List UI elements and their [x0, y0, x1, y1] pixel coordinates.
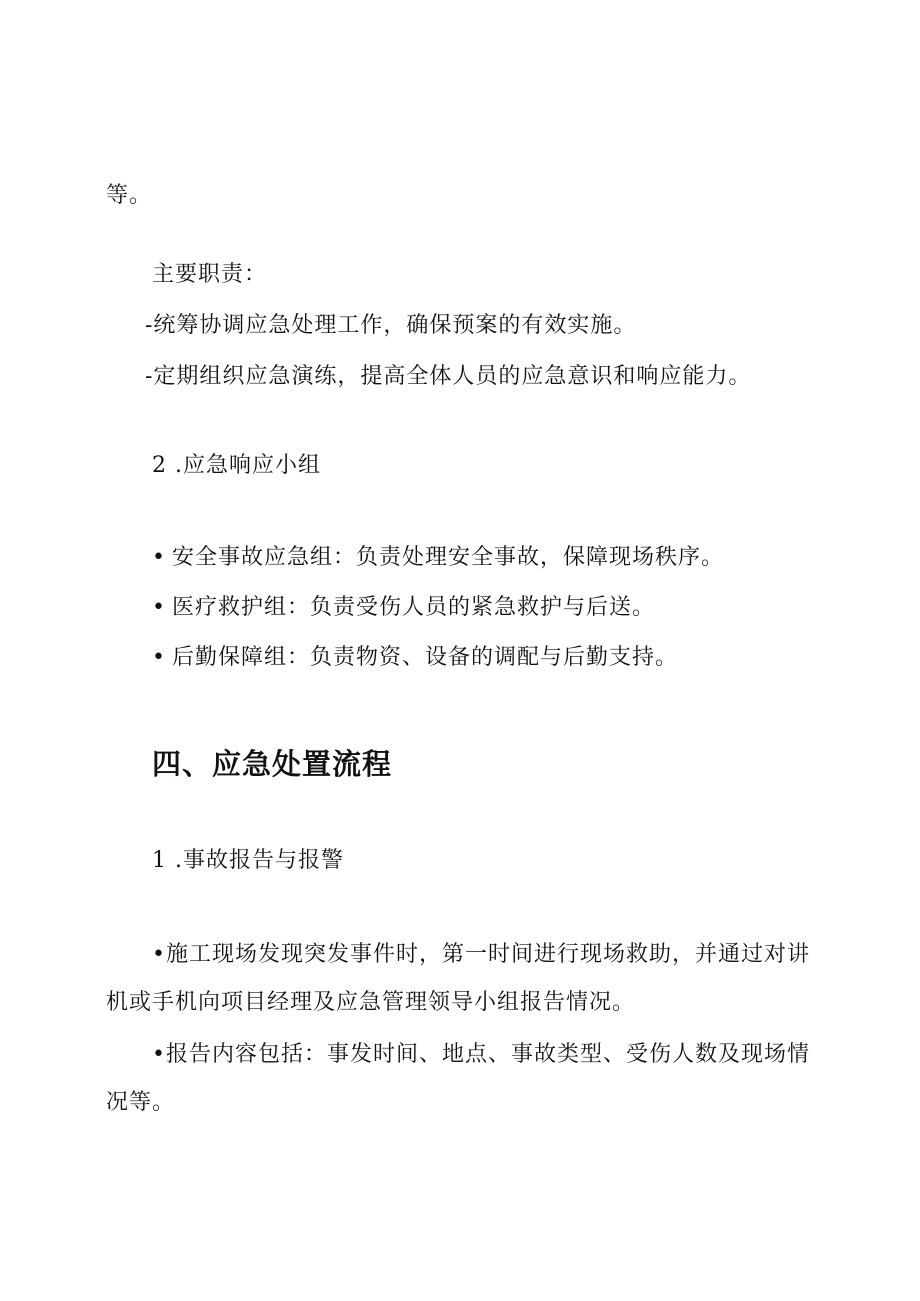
bullet-icon: •: [152, 595, 166, 620]
bullet-icon: •: [152, 645, 166, 670]
list-item: [152, 593, 655, 623]
duty-item: -定期组织应急演练，提高全体人员的应急意识和响应能力。: [145, 364, 752, 389]
bullet-icon: •: [152, 545, 166, 570]
list-item: [152, 543, 724, 573]
continuation-text: 等。: [106, 183, 153, 208]
paragraph-line: •施工现场发现突发事件时，第一时间进行现场救助，并通过对讲: [152, 942, 810, 967]
duties-title: 主要职责：: [152, 262, 268, 287]
list-item-text: 医疗救护组：负责受伤人员的紧急救护与后送。: [172, 595, 656, 620]
list-item: [152, 643, 678, 673]
paragraph-line: 况等。: [106, 1090, 176, 1115]
paragraph-line: 机或手机向项目经理及应急管理领导小组报告情况。: [106, 990, 636, 1015]
list-item-text: 后勤保障组：负责物资、设备的调配与后勤支持。: [172, 645, 679, 670]
section-title: 2 .应急响应小组: [152, 453, 321, 478]
list-item-text: 安全事故应急组：负责处理安全事故，保障现场秩序。: [172, 545, 725, 570]
chapter-heading: 四、应急处置流程: [152, 747, 393, 781]
subsection-title: 1 .事故报告与报警: [152, 848, 344, 873]
duty-item: -统筹协调应急处理工作，确保预案的有效实施。: [145, 313, 637, 338]
paragraph-line: •报告内容包括：事发时间、地点、事故类型、受伤人数及现场情: [152, 1042, 810, 1067]
